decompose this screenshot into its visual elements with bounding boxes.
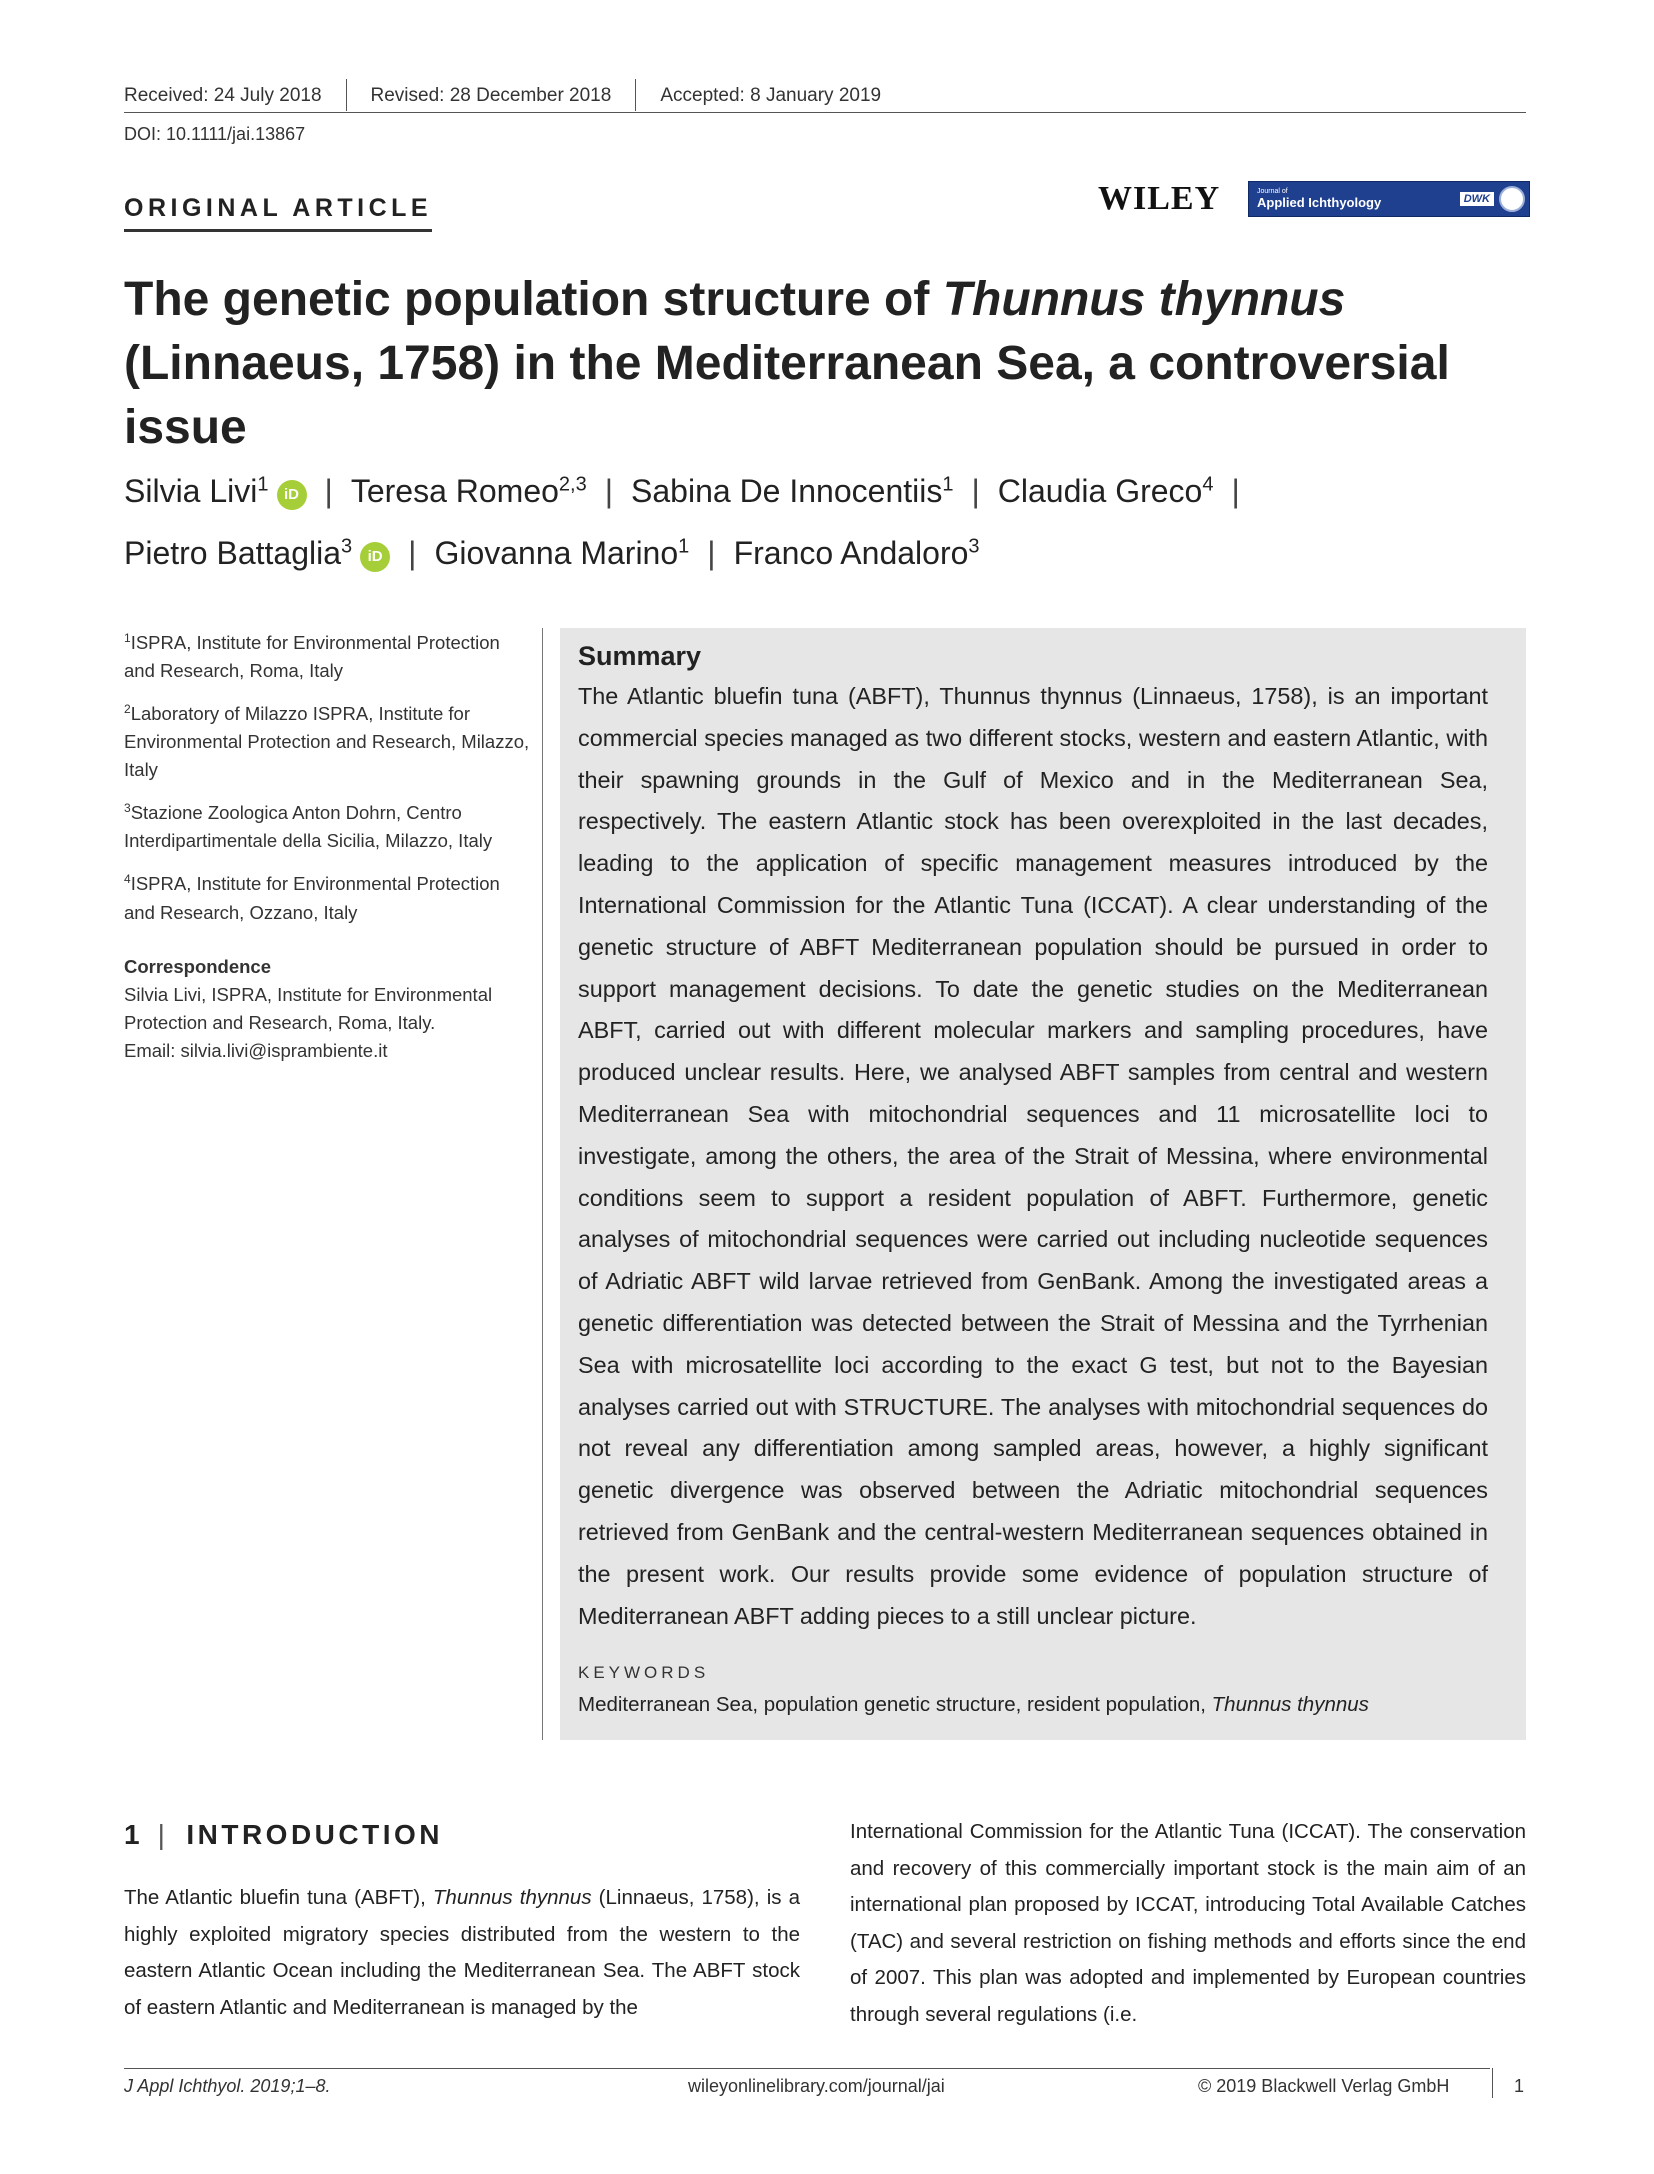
page-number: 1 bbox=[1514, 2076, 1525, 2096]
orcid-icon[interactable]: iD bbox=[360, 542, 390, 572]
divider bbox=[542, 628, 543, 1740]
keywords-heading: KEYWORDS bbox=[578, 1663, 710, 1683]
author[interactable]: Franco Andaloro$^3$ bbox=[733, 535, 980, 572]
dates-bar bbox=[124, 80, 1526, 113]
orcid-icon[interactable]: iD bbox=[277, 480, 307, 510]
title-post: (Linnaeus, 1758) in the Mediterranean Sea, a controversial issue bbox=[124, 337, 1450, 454]
article-type: ORIGINAL ARTICLE bbox=[124, 194, 432, 232]
dwk-tag: DWK bbox=[1459, 191, 1495, 207]
title-pre: The genetic population structure of bbox=[124, 273, 943, 326]
footer-separator bbox=[1492, 2068, 1493, 2098]
doi[interactable]: DOI: 10.1111/jai.13867 bbox=[124, 124, 306, 144]
summary-box bbox=[560, 628, 1526, 1740]
summary-text: The Atlantic bluefin tuna (ABFT), Thunnus thynnus (Linnaeus, 1758), is an important commercial species managed as two different stocks, western and eastern Atlantic, with their spawning grounds in the Gulf of Mexico and in the Mediterranean Sea, respectively. The eastern Atlantic stock has been overexploited in the last decades, leading to the application of specific management measures introduced by the International Commission for the Atlantic Tuna (ICCAT). A clear understanding of the genetic structure of ABFT Mediterranean population should be pursued in order to support management decisions. To date the genetic studies on the Mediterranean ABFT, carried out with different molecular markers and sampling procedures, have produced unclear results. Here, we analysed ABFT samples from central and western Mediterranean Sea with mitochondrial sequences and 11 microsatellite loci to investigate, among the others, the area of the Strait of Messina, where environmental conditions seem to support a resident population of ABFT. Furthermore, genetic analyses of mitochondrial sequences were carried out including nucleotide sequences of Adriatic ABFT wild larvae retrieved from GenBank. Among the investigated areas a genetic differentiation was detected between the Strait of Messina and the Tyrrhenian Sea with microsatellite loci according to the exact G test, but not to the Bayesian analyses carried out with STRUCTURE. The analyses with mitochondrial sequences do not reveal any differentiation among sampled areas, however, a highly significant genetic divergence was observed between the Adriatic mitochondrial sequences retrieved from GenBank and the central-western Mediterranean sequences obtained in the present work. Our results provide some evidence of population structure of Mediterranean ABFT adding pieces to a still unclear picture. bbox=[578, 683, 1488, 1629]
footer-copyright: © 2019 Blackwell Verlag GmbH bbox=[1198, 2076, 1450, 2096]
publisher-logo: WILEY bbox=[1098, 180, 1221, 217]
journal-badge-name: Applied Ichthyology bbox=[1257, 195, 1382, 210]
summary-heading: Summary bbox=[578, 641, 702, 671]
accepted-date: Accepted: 8 January 2019 bbox=[660, 85, 882, 106]
author[interactable]: Giovanna Marino$^1$ bbox=[434, 535, 690, 572]
correspondence-heading: Correspondence bbox=[124, 955, 272, 977]
affiliation: $^2$Laboratory of Milazzo ISPRA, Institute for Environmental Protection and Research, Milazzo, Italy bbox=[124, 702, 530, 781]
correspondence-text: Silvia Livi, ISPRA, Institute for Environmental Protection and Research, Roma, Italy. bbox=[124, 983, 493, 1033]
title-italic: Thunnus thynnus bbox=[942, 273, 1346, 326]
intro-left-column: The Atlantic bluefin tuna (ABFT), Thunnus thynnus (Linnaeus, 1758), is a highly exploited migratory species distributed from the western to the eastern Atlantic Ocean including the Mediterranean Sea. The ABFT stock of eastern Atlantic and Mediterranean is managed by the bbox=[124, 1886, 800, 2019]
section-heading: 1 | INTRODUCTION bbox=[124, 1819, 444, 1850]
seal-icon bbox=[1499, 186, 1525, 212]
section-number: 1 bbox=[124, 1819, 140, 1850]
footer-url[interactable]: wileyonlinelibrary.com/journal/jai bbox=[688, 2076, 945, 2096]
author[interactable]: Silvia Livi$^1$ bbox=[124, 472, 269, 509]
article-title bbox=[124, 268, 1544, 460]
keywords: Mediterranean Sea, population genetic structure, resident population, Thunnus thynnus bbox=[578, 1693, 1369, 1717]
journal-badge-small: Journal of bbox=[1257, 188, 1288, 195]
received-date: Received: 24 July 2018 bbox=[124, 85, 322, 106]
author[interactable]: Claudia Greco$^4$ bbox=[997, 472, 1214, 509]
correspondence-email[interactable]: Email: silvia.livi@isprambiente.it bbox=[124, 1039, 388, 1061]
intro-right-column: International Commission for the Atlantic Tuna (ICCAT). The conservation and recovery of this commercially important stock is the main aim of an international plan proposed by ICCAT, introducing Total Available Catches (TAC) and several restriction on fishing methods and efforts since the end of 2007. This plan was adopted and implemented by European countries through several regulations (i.e. bbox=[850, 1820, 1526, 2026]
author[interactable]: Teresa Romeo$^{2,3}$ bbox=[350, 472, 587, 509]
journal-badge bbox=[1248, 181, 1530, 217]
affiliation: $^4$ISPRA, Institute for Environmental Protection and Research, Ozzano, Italy bbox=[124, 872, 500, 923]
affiliation: $^3$Stazione Zoologica Anton Dohrn, Centro Interdipartimentale della Sicilia, Milazzo, Italy bbox=[124, 801, 493, 852]
affiliation: $^1$ISPRA, Institute for Environmental Protection and Research, Roma, Italy bbox=[124, 631, 500, 682]
journal-badge-title bbox=[1249, 188, 1381, 210]
revised-date: Revised: 28 December 2018 bbox=[370, 85, 612, 106]
author[interactable]: Pietro Battaglia$^3$ bbox=[124, 535, 353, 572]
author[interactable]: Sabina De Innocentiis$^1$ bbox=[631, 472, 954, 509]
footer-citation: J Appl Ichthyol. 2019;1–8. bbox=[124, 2076, 331, 2096]
section-title: INTRODUCTION bbox=[186, 1819, 444, 1850]
affiliations bbox=[124, 624, 534, 1065]
footer-rule bbox=[124, 2068, 1490, 2069]
author-list: Silvia Livi$^1$ iD | Teresa Romeo$^{2,3}$ | Sabina De Innocentiis$^1$ | Claudia Greco$^4$ | Pietro Battaglia$^3$ iD | Giovanna Marino$^1$ | Franco Andaloro$^3$ bbox=[124, 472, 1240, 572]
